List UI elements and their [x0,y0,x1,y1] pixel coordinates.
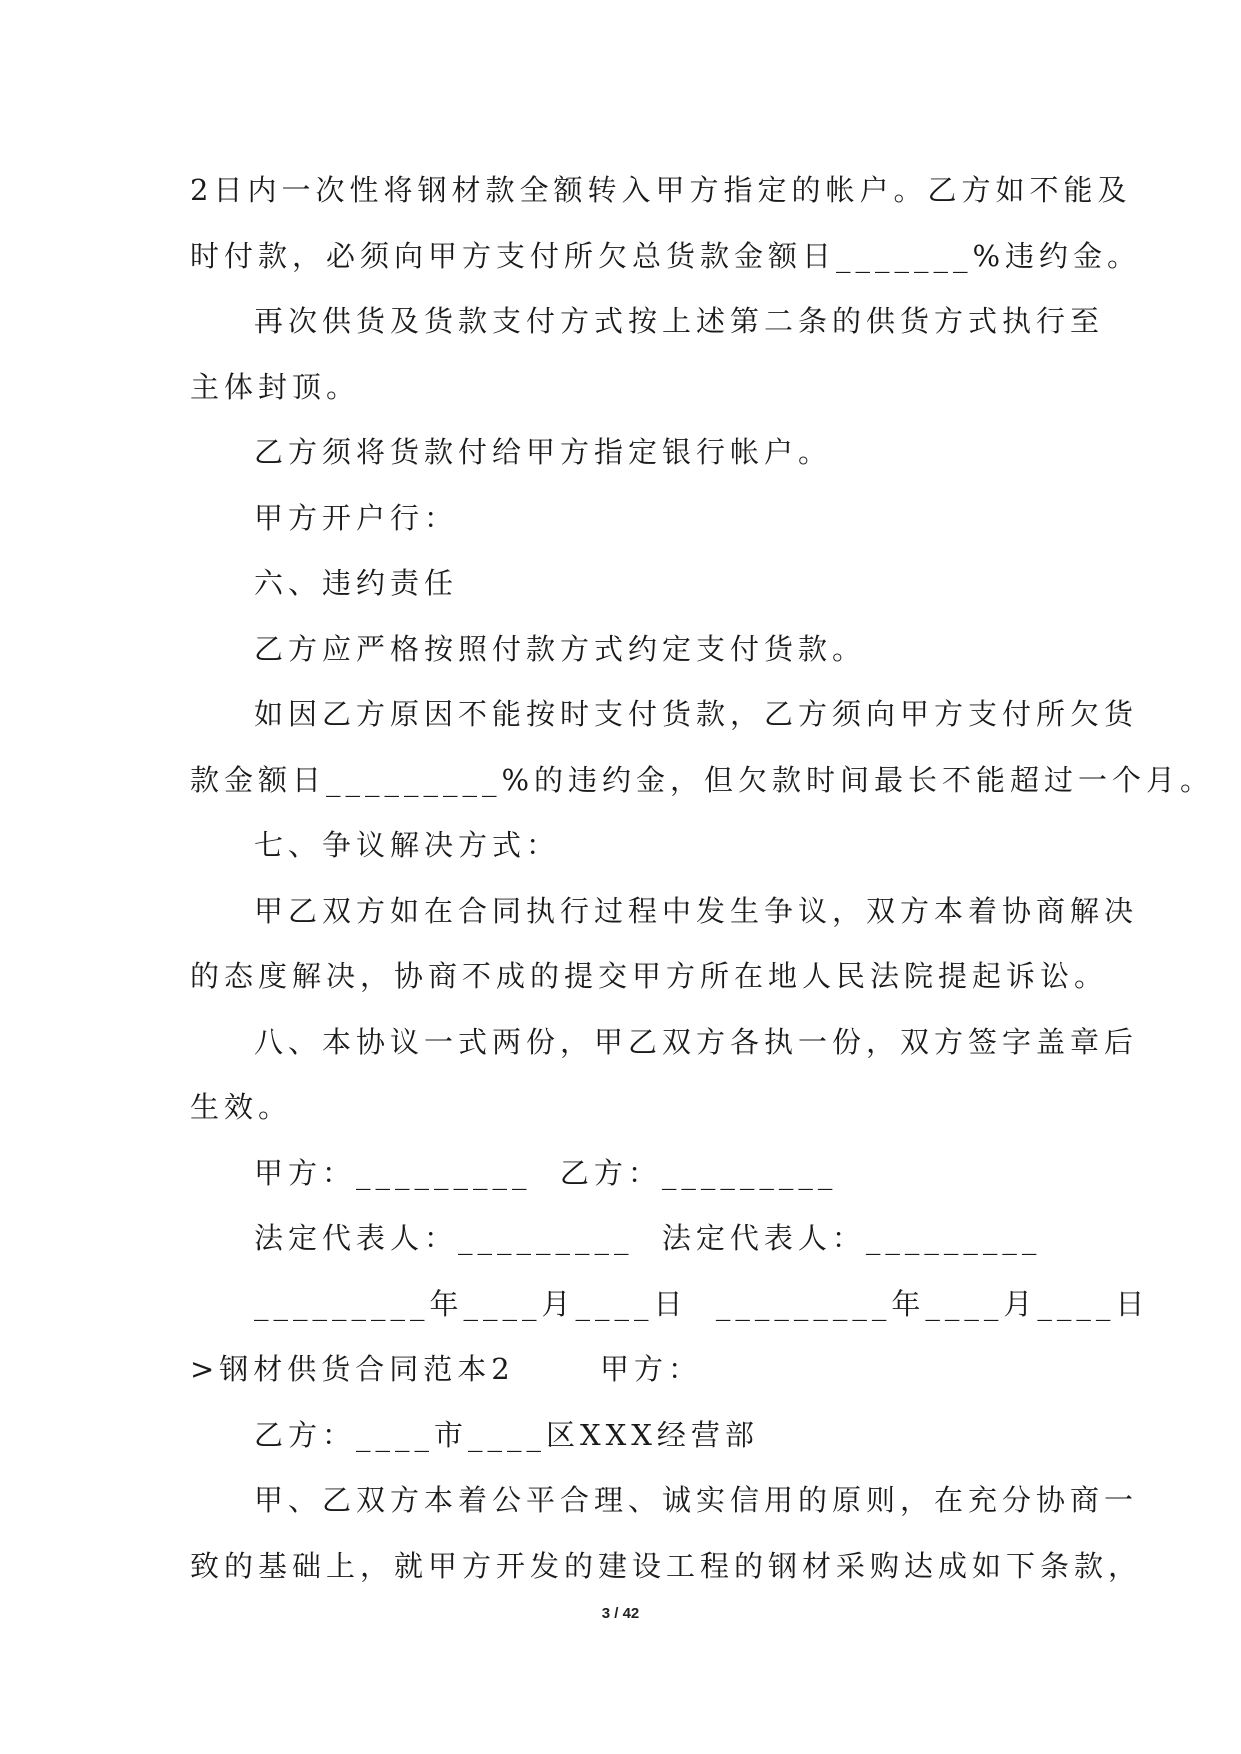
text-line-2: 时付款，必须向甲方支付所欠总货款金额日_______%违约金。 [190,238,1142,273]
text-line-9: 如因乙方原因不能按时支付货款，乙方须向甲方支付所欠货 [254,697,1139,731]
text-line-8: 乙方应严格按照付款方式约定支付货款。 [254,631,867,666]
section-heading-breach: 六、违约责任 [254,566,459,600]
text-line-6: 甲方开户行： [254,500,459,535]
document-body [190,158,1215,1599]
contract-template-heading: >钢材供货合同范本2 甲方： [190,1352,703,1386]
signature-representatives: 法定代表人：_________ 法定代表人：_________ [254,1221,1042,1255]
text-line-21: 甲、乙双方本着公平合理、诚实信用的原则，在充分协商一 [254,1483,1139,1517]
signature-parties: 甲方：_________ 乙方：_________ [254,1155,838,1190]
text-line-1: 2日内一次性将钢材款全额转入甲方指定的帐户。乙方如不能及 [190,173,1132,207]
text-line-22: 致的基础上，就甲方开发的建设工程的钢材采购达成如下条款， [190,1548,1143,1583]
text-line-10: 款金额日_________%的违约金，但欠款时间最长不能超过一个月。 [190,762,1215,797]
page-number: 3 / 42 [601,1605,640,1622]
text-line-12: 甲乙双方如在合同执行过程中发生争议，双方本着协商解决 [254,893,1139,928]
text-line-15: 生效。 [190,1090,293,1124]
text-line-14: 八、本协议一式两份，甲乙双方各执一份，双方签字盖章后 [254,1024,1139,1059]
text-line-13: 的态度解决，协商不成的提交甲方所在地人民法院提起诉讼。 [190,959,1109,993]
text-line-5: 乙方须将货款付给甲方指定银行帐户。 [254,435,833,469]
text-line-4: 主体封顶。 [190,369,361,404]
section-heading-dispute: 七、争议解决方式： [254,828,561,862]
party-b-line: 乙方：____市____区XXX经营部 [254,1417,759,1452]
text-line-3: 再次供货及货款支付方式按上述第二条的供货方式执行至 [254,304,1105,338]
signature-dates: _________年____月____日 _________年____月____日 [254,1286,1150,1321]
